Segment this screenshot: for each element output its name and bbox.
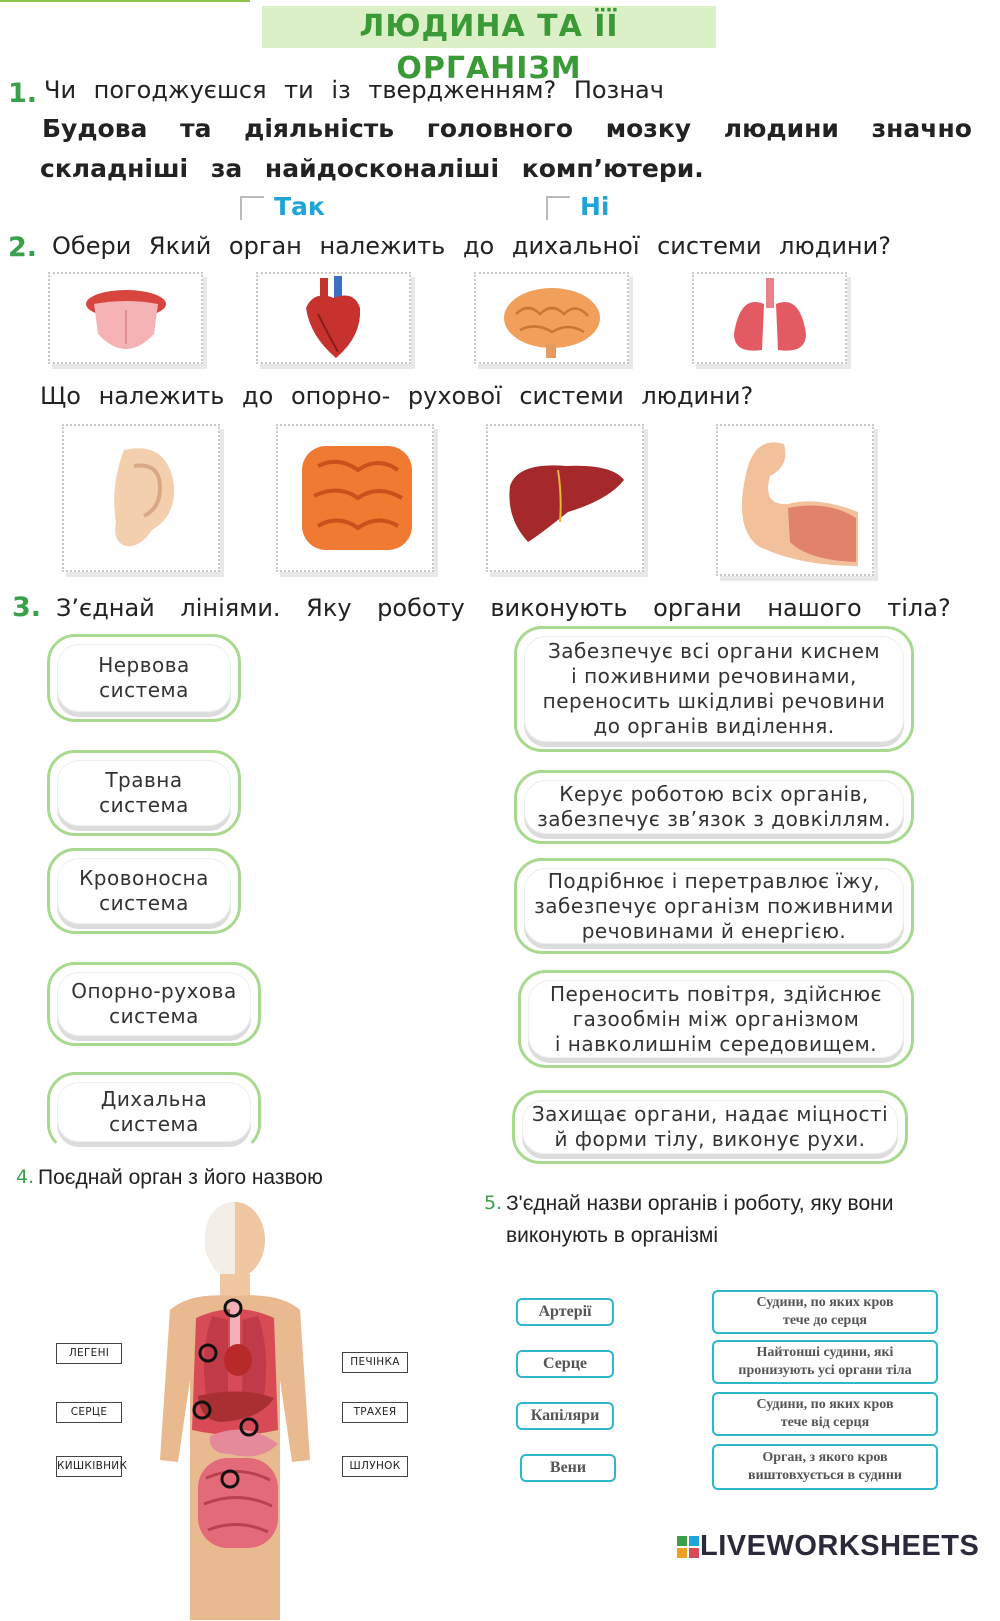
q2-question2: Що належить до опорно- рухової системи людини? (40, 382, 754, 410)
intestines-card[interactable] (276, 424, 434, 572)
label-stomach[interactable]: ШЛУНОК (342, 1456, 408, 1477)
term-heart[interactable]: Серце (516, 1350, 614, 1378)
label-intestine[interactable]: КИШКІВНИК (56, 1456, 122, 1477)
definition-1[interactable]: Судини, по яких кров тече до серця (712, 1290, 938, 1334)
q1-statement-line1: Будова та діяльність головного мозку людини значно (42, 114, 972, 143)
q2-question: Обери Який орган належить до дихальної системи людини? (52, 232, 891, 260)
no-label: Ні (580, 192, 610, 221)
match-right-5[interactable]: Захищає органи, надає міцності й форми тілу, виконує рухи. (512, 1090, 908, 1164)
yes-label: Так (274, 192, 325, 221)
page-title: ЛЮДИНА ТА ЇЇ ОРГАНІЗМ (262, 6, 716, 48)
brain-card[interactable] (474, 272, 629, 364)
lungs-card[interactable] (692, 272, 847, 364)
top-rule (0, 0, 250, 2)
heart-icon (258, 274, 409, 362)
liveworksheets-logo-icon (676, 1534, 700, 1562)
label-liver[interactable]: ПЕЧІНКА (342, 1352, 408, 1373)
match-left-respiratory[interactable]: Дихальна система (47, 1072, 261, 1152)
q4-number: 4. (16, 1166, 35, 1188)
match-left-musculoskeletal[interactable]: Опорно-рухова система (47, 962, 261, 1046)
q3-number: 3. (12, 592, 42, 623)
q1-statement-line2: складніші за найдосконаліші комп’ютери. (40, 154, 704, 183)
body-diagram (150, 1200, 320, 1620)
match-right-3[interactable]: Подрібнює і перетравлює їжу, забезпечує організм поживними речовинами й енергією. (514, 858, 914, 954)
brand-wordmark: LIVEWORKSHEETS (700, 1530, 980, 1562)
q5-number: 5. (484, 1192, 503, 1214)
yes-checkbox[interactable] (240, 196, 264, 220)
term-arteries[interactable]: Артерії (516, 1298, 614, 1326)
q3-question: З’єднай лініями. Яку роботу виконують органи нашого тіла? (56, 594, 951, 622)
ear-card[interactable] (62, 424, 220, 572)
match-right-2[interactable]: Керує роботою всіх органів, забезпечує зв’язок з довкіллям. (514, 770, 914, 844)
q1-number: 1. (8, 78, 38, 109)
match-right-1[interactable]: Забезпечує всі органи киснем і поживними речовинами, переносить шкідливі речовини до органів виділення. (514, 626, 914, 752)
label-lungs[interactable]: ЛЕГЕНІ (56, 1343, 122, 1364)
tongue-card[interactable] (48, 272, 203, 364)
match-right-4[interactable]: Переносить повітря, здійснює газообмін між організмом і навколишнім середовищем. (518, 970, 914, 1068)
label-heart[interactable]: СЕРЦЕ (56, 1402, 122, 1423)
definition-4[interactable]: Орган, з якого кров виштовхується в судини (712, 1444, 938, 1490)
liver-icon (488, 426, 642, 570)
arm-muscle-icon (718, 426, 872, 574)
lungs-icon (694, 274, 845, 362)
match-left-circulatory[interactable]: Кровоносна система (47, 848, 241, 934)
tongue-icon (50, 274, 201, 362)
heart-card[interactable] (256, 272, 411, 364)
q1-question: Чи погоджуєшся ти із твердженням? Познач (44, 76, 664, 104)
definition-2[interactable]: Найтонші судини, які пронизують усі органи тіла (712, 1340, 938, 1384)
no-checkbox[interactable] (546, 196, 570, 220)
brain-icon (476, 274, 627, 362)
q4-question: Поєднай орган з його назвою (38, 1166, 323, 1189)
arm-muscle-card[interactable] (716, 424, 874, 576)
match-left-digestive[interactable]: Травна система (47, 750, 241, 836)
q5-question-line2: виконують в організмі (506, 1224, 718, 1247)
intestines-icon (278, 426, 432, 570)
label-trachea[interactable]: ТРАХЕЯ (342, 1402, 408, 1423)
definition-3[interactable]: Судини, по яких кров тече від серця (712, 1392, 938, 1436)
ear-icon (64, 426, 218, 570)
match-left-nervous[interactable]: Нервова система (47, 634, 241, 722)
q5-question-line1: З'єднай назви органів і роботу, яку вони (506, 1192, 894, 1215)
term-capillaries[interactable]: Капіляри (516, 1402, 614, 1430)
liver-card[interactable] (486, 424, 644, 572)
q2-number: 2. (8, 232, 38, 263)
term-veins[interactable]: Вени (520, 1454, 616, 1482)
